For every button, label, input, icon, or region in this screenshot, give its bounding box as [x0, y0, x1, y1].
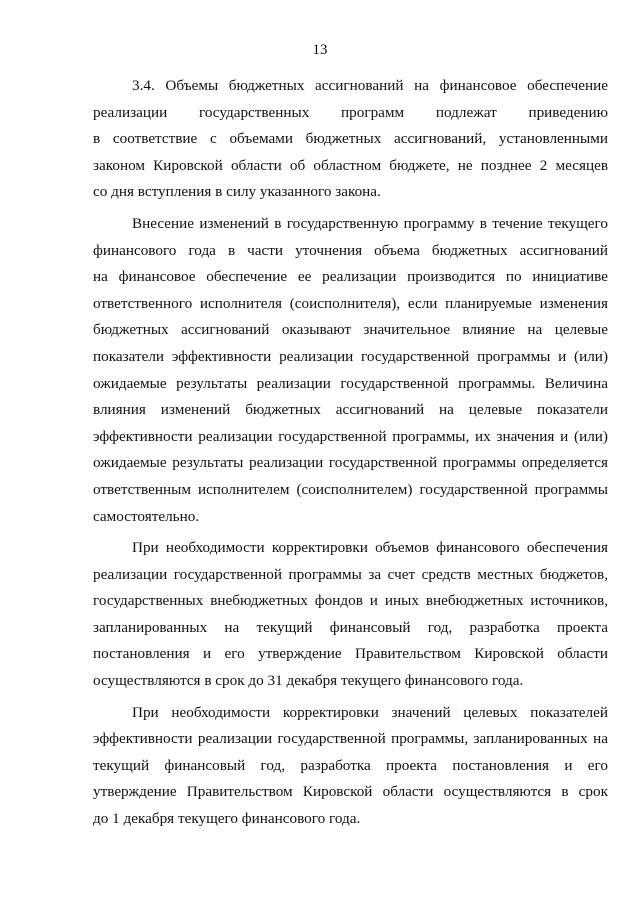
- text-line: законом Кировской области об областном бюджете, не позднее 2 месяцев: [93, 156, 608, 174]
- text-line: до 1 декабря текущего финансового года.: [93, 810, 361, 828]
- paragraph-changes: [93, 211, 608, 530]
- text-line: постановления и его утверждение Правительством Кировской области: [93, 645, 608, 663]
- text-line: влияния изменений бюджетных ассигнований на целевые показатели: [93, 401, 608, 419]
- text-line: финансового года в части уточнения объема бюджетных ассигнований: [93, 241, 608, 259]
- text-line: на финансовое обеспечение ее реализации производится по инициативе: [93, 268, 608, 286]
- text-line: запланированных на текущий финансовый год, разработка проекта: [93, 618, 608, 636]
- text-line: самостоятельно.: [93, 507, 200, 525]
- text-line: ответственным исполнителем (соисполнителем) государственной программы: [93, 480, 608, 498]
- page-number: 13: [312, 42, 328, 58]
- paragraph-section-3-4: [93, 73, 608, 206]
- text-line: осуществляются в срок до 31 декабря текущего финансового года.: [93, 672, 524, 690]
- body-text: [93, 73, 608, 833]
- paragraph-local-budgets: [93, 535, 608, 695]
- text-line: бюджетных ассигнований оказывают значительное влияние на целевые: [93, 321, 608, 339]
- text-line: ответственного исполнителя (соисполнителя), если планируемые изменения: [93, 294, 608, 312]
- text-line: Внесение изменений в государственную программу в течение текущего: [132, 214, 608, 232]
- text-line: При необходимости корректировки значений целевых показателей: [132, 703, 608, 721]
- text-line: в соответствие с объемами бюджетных ассигнований, установленными: [93, 130, 608, 148]
- text-line: государственных внебюджетных фондов и иных внебюджетных источников,: [93, 592, 608, 610]
- text-line: ожидаемые результаты реализации государственной программы определяется: [93, 454, 608, 472]
- text-line: текущий финансовый год, разработка проекта постановления и его: [93, 756, 608, 774]
- text-line: со дня вступления в силу указанного закона.: [93, 183, 381, 201]
- text-line: эффективности реализации государственной программы, их значения и (или): [93, 427, 608, 445]
- text-line: показатели эффективности реализации государственной программы и (или): [93, 347, 608, 365]
- text-line: ожидаемые результаты реализации государственной программы. Величина: [93, 374, 608, 392]
- text-line: реализации государственной программы за счет средств местных бюджетов,: [93, 565, 608, 583]
- text-line: 3.4. Объемы бюджетных ассигнований на финансовое обеспечение: [132, 77, 608, 94]
- text-line: реализации государственных программ подлежат приведению: [93, 103, 608, 121]
- text-line: эффективности реализации государственной программы, запланированных на: [93, 730, 608, 748]
- text-line: утверждение Правительством Кировской области осуществляются в срок: [93, 783, 608, 801]
- text-line: При необходимости корректировки объемов финансового обеспечения: [132, 539, 608, 557]
- paragraph-target-indicators: [93, 700, 608, 833]
